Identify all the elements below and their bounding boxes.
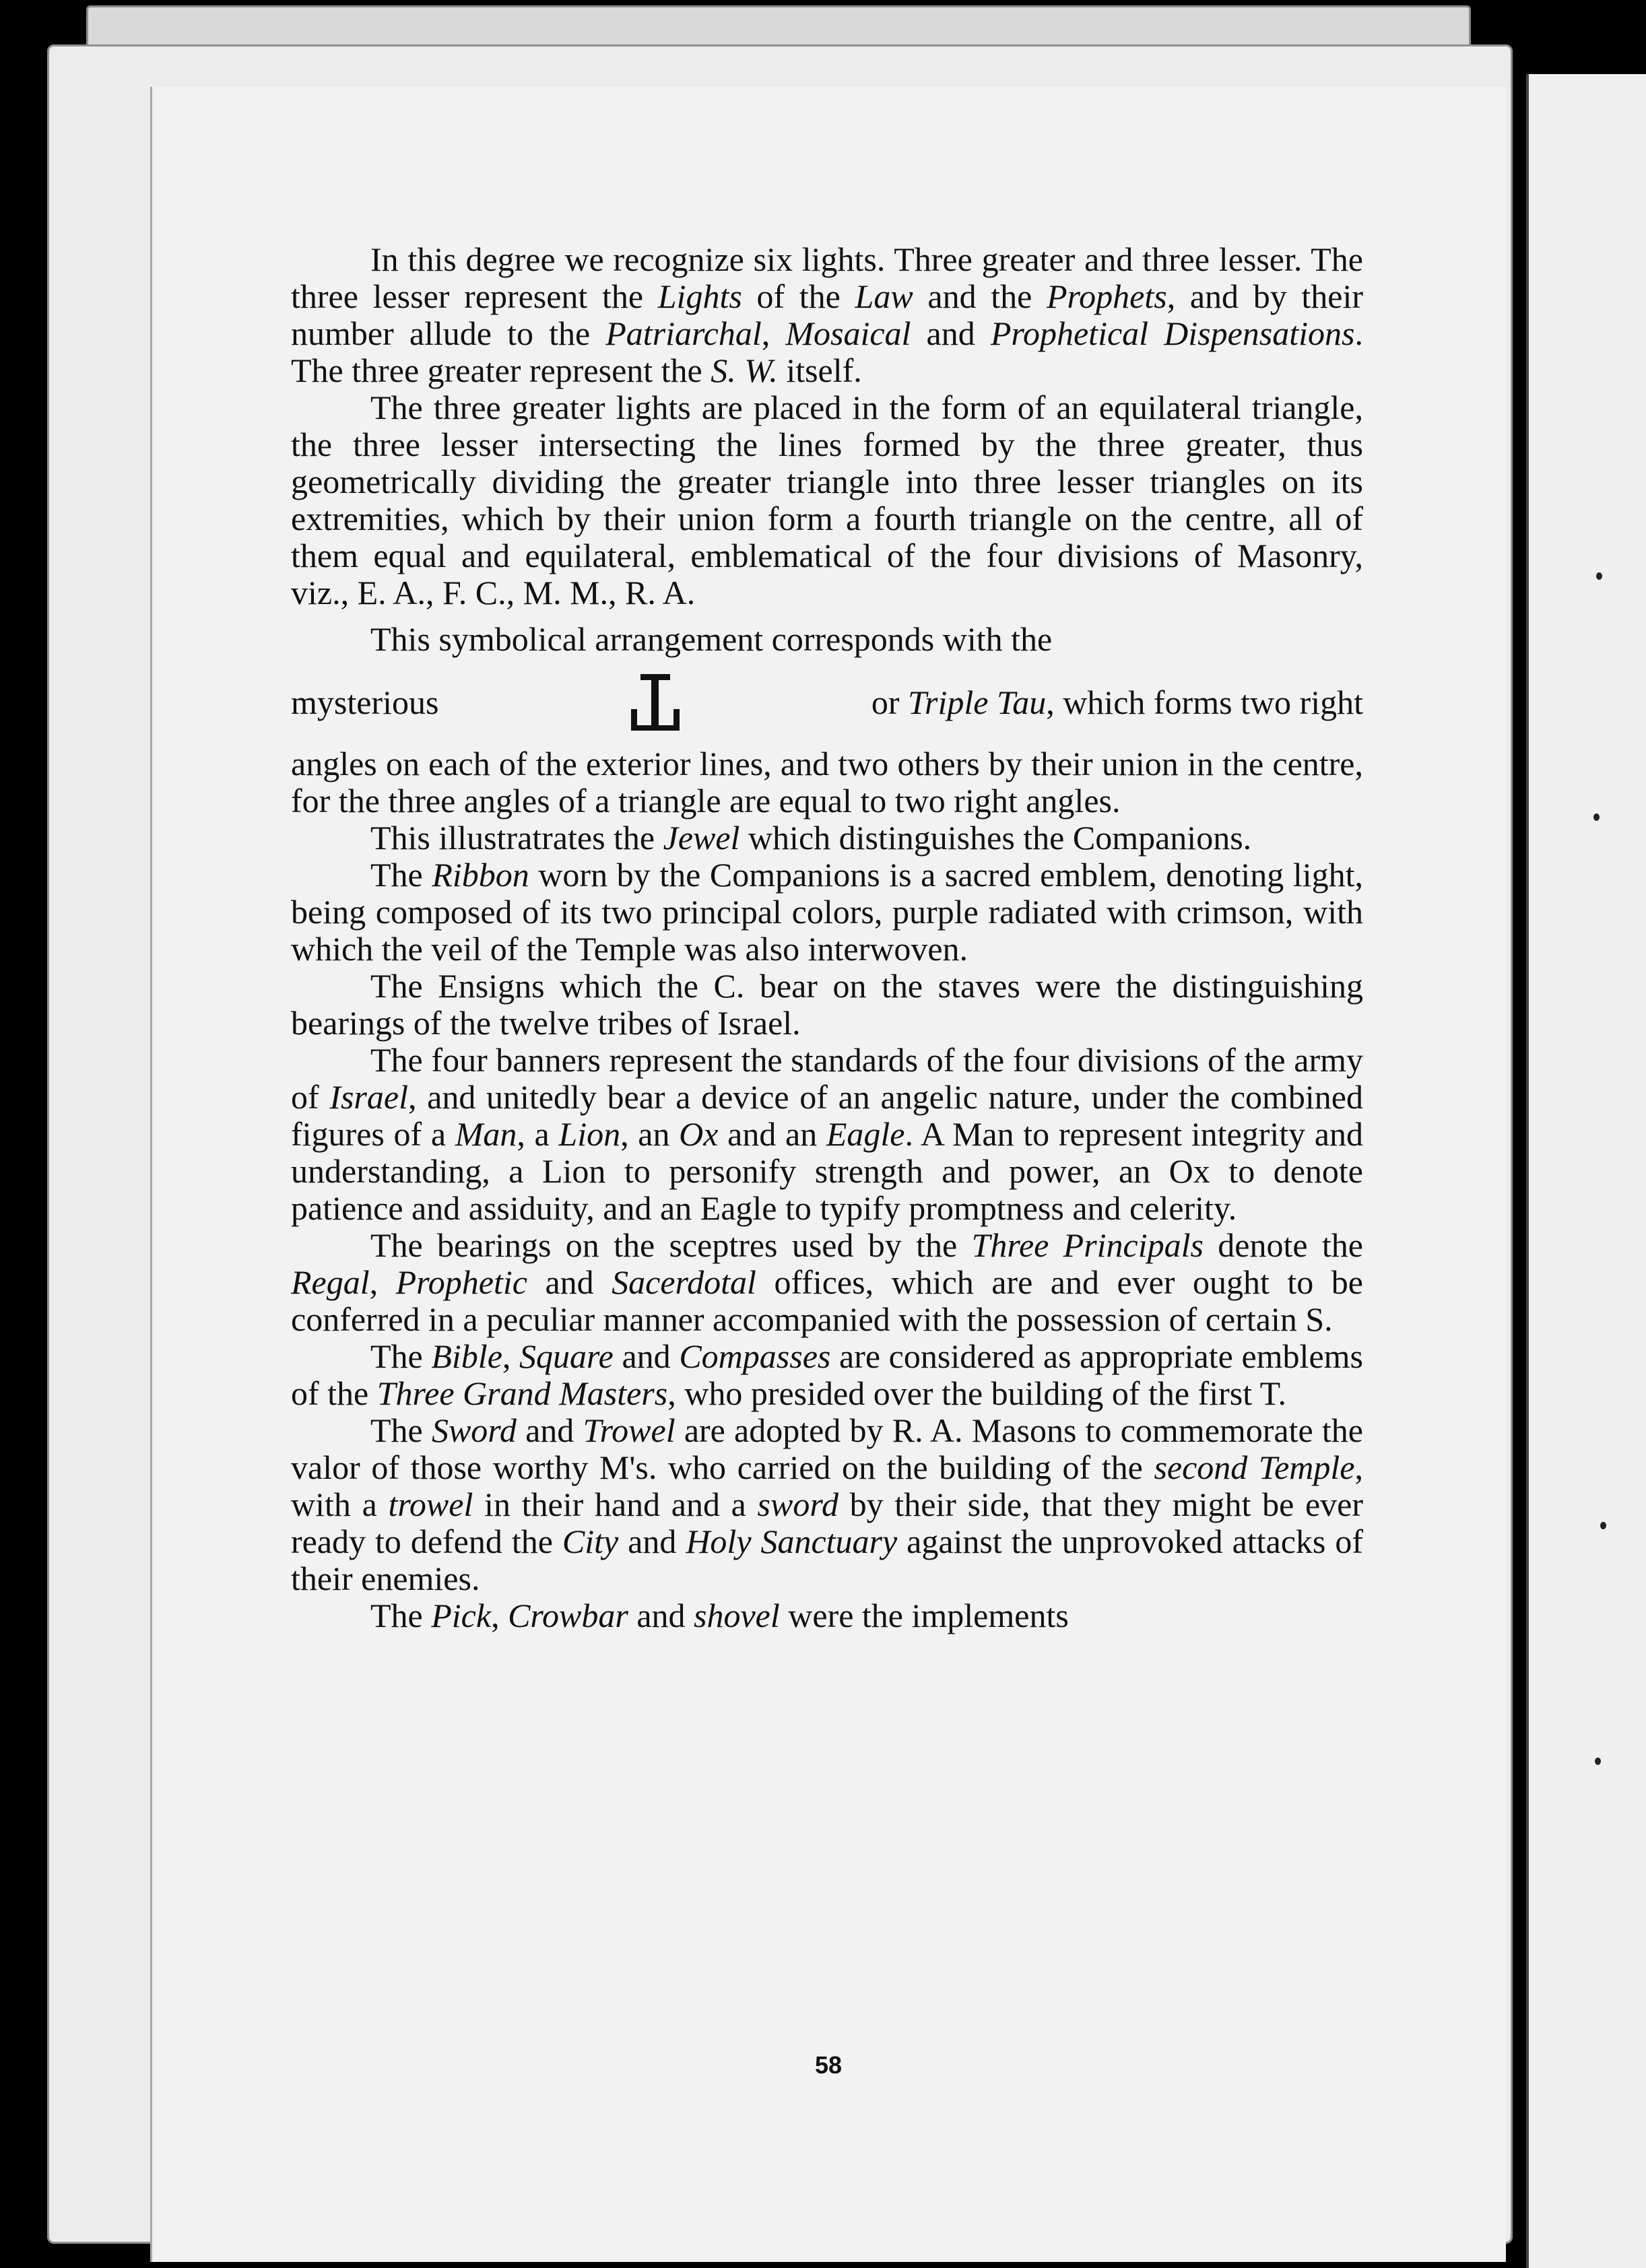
italic-term: City — [562, 1523, 619, 1560]
triple-tau-icon — [628, 670, 682, 735]
italic-term: Lights — [657, 277, 742, 315]
text-run: offices, which are and ever ought to be conferred in a peculiar manner accompanied with the possession of certain S. — [291, 1263, 1363, 1338]
text-run: in their hand and a — [473, 1486, 758, 1523]
text-run: mysterious — [291, 683, 439, 721]
text-run: against the unprovoked attacks of their enemies. — [291, 1523, 1363, 1597]
italic-term: Man — [455, 1115, 517, 1153]
text-run: and — [527, 1263, 612, 1301]
text-run: , with a — [291, 1448, 1364, 1523]
text-run: This symbolical arrangement corresponds with the — [370, 620, 1053, 658]
italic-term: trowel — [388, 1486, 473, 1523]
text-run: are considered as appropriate emblems of the — [291, 1337, 1363, 1412]
text-run: . The three greater represent the — [291, 314, 1363, 389]
text-run: The four banners represent the standards of the four divisions of the army of — [291, 1041, 1363, 1116]
paragraph — [291, 621, 1363, 658]
text-run: This illustratrates the — [370, 819, 663, 857]
text-run: , — [491, 1597, 508, 1634]
italic-term: Holy Sanctuary — [686, 1523, 898, 1560]
text-run: itself. — [777, 352, 862, 389]
paper-speck — [1596, 572, 1602, 580]
text-run: and the — [913, 277, 1047, 315]
italic-term: Ox — [679, 1115, 719, 1153]
paragraph — [291, 1227, 1363, 1338]
italic-term: Bible — [431, 1337, 502, 1375]
text-run: by their side, that they might be ever ready to defend the — [291, 1486, 1363, 1560]
paper-speck — [1600, 1522, 1606, 1529]
italic-term: sword — [757, 1486, 838, 1523]
paragraph — [291, 968, 1363, 1042]
text-run: , and unitedly bear a device of an angelic nature, under the combined figures of a — [291, 1078, 1363, 1153]
paper-speck — [1593, 813, 1600, 821]
text-run: , a — [517, 1115, 559, 1153]
text-run: , — [502, 1337, 520, 1375]
text-run: worn by the Companions is a sacred emblem, denoting light, being composed of its two principal colors, purple radiated with crimson, with which the veil of the Temple was also interwoven. — [291, 856, 1363, 968]
italic-term: Pick — [431, 1597, 492, 1634]
text-run: In this degree we recognize six lights. Three greater and three lesser. The three lesser represent the — [291, 240, 1363, 315]
text-run: The — [370, 1597, 432, 1634]
italic-term: Prophetical Dispensations — [990, 314, 1355, 352]
paragraph — [291, 389, 1363, 611]
italic-term: Prophets — [1047, 277, 1167, 315]
italic-term: second Temple — [1154, 1448, 1355, 1486]
text-run: , an — [620, 1115, 680, 1153]
text-run: , which forms two right — [1046, 683, 1363, 721]
italic-term: Israel — [329, 1078, 408, 1116]
text-run: . A Man to represent integrity and understanding, a Lion to personify strength and power, an Ox to denote patience and assiduity, and an Eagle to typify promptness and celerity. — [291, 1115, 1364, 1227]
text-run: which distinguishes the Companions. — [739, 819, 1252, 857]
italic-term: S. W. — [711, 352, 778, 389]
italic-term: Three Principals — [971, 1226, 1204, 1264]
italic-term: Eagle — [826, 1115, 905, 1153]
text-run: The — [370, 1337, 432, 1375]
text-run: The — [370, 1411, 432, 1449]
text-run: or — [871, 683, 908, 721]
facing-page-edge — [1526, 74, 1646, 2268]
italic-term: Mosaical — [785, 314, 911, 352]
italic-term: Ribbon — [432, 856, 529, 894]
italic-term: Sacerdotal — [612, 1263, 756, 1301]
text-run: are adopted by R. A. Masons to commemorate the valor of those worthy M's. who carried on the building of the — [291, 1411, 1363, 1486]
text-run: of the — [742, 277, 855, 315]
italic-term: Trowel — [583, 1411, 676, 1449]
text-run: , — [369, 1263, 396, 1301]
text-run: and an — [718, 1115, 826, 1153]
paragraph — [291, 1042, 1363, 1227]
paragraph — [291, 1597, 1363, 1634]
paper-speck — [1595, 1758, 1601, 1765]
italic-term: Sword — [431, 1411, 517, 1449]
italic-term: Lion — [558, 1115, 621, 1153]
text-run: and — [516, 1411, 583, 1449]
italic-term: Law — [855, 277, 913, 315]
text-run: and — [618, 1523, 686, 1560]
page-number: 58 — [814, 2051, 843, 2079]
paragraph — [291, 1338, 1363, 1412]
text-run: , — [761, 314, 786, 352]
text-run: and — [628, 1597, 694, 1634]
text-run: denote the — [1203, 1226, 1363, 1264]
text-run: The bearings on the sceptres used by the — [370, 1226, 972, 1264]
page-text — [291, 241, 1363, 1634]
italic-term: Compasses — [679, 1337, 831, 1375]
paragraph — [291, 241, 1363, 389]
text-run: were the implements — [779, 1597, 1069, 1634]
italic-term: Three Grand Masters — [376, 1374, 668, 1412]
italic-term: Patriarchal — [605, 314, 762, 352]
paragraph — [291, 857, 1363, 968]
italic-term: Jewel — [663, 819, 740, 857]
text-run: and — [613, 1337, 680, 1375]
italic-term: Crowbar — [508, 1597, 628, 1634]
text-run: The three greater lights are placed in the form of an equilateral triangle, the three lesser intersecting the lines formed by the three greater, thus geometrically dividing the greater triangle into three lesser triangles on its extremities, which by their union form a fourth triangle on the centre, all of them equal and equilateral, emblematical of the four divisions of Masonry, viz., E. A., F. C., M. M., R. A. — [291, 389, 1363, 611]
text-run — [871, 684, 1363, 721]
text-run: The Ensigns which the C. bear on the staves were the distinguishing bearings of the twelve tribes of Israel. — [291, 967, 1363, 1042]
italic-term: Prophetic — [395, 1263, 527, 1301]
text-run: angles on each of the exterior lines, and two others by their union in the centre, for the three angles of a triangle are equal to two right angles. — [291, 745, 1363, 820]
paragraph — [291, 1412, 1363, 1597]
italic-term: Regal — [291, 1263, 370, 1301]
italic-term: Triple Tau — [908, 683, 1047, 721]
text-run: , and by their number allude to the — [291, 277, 1363, 352]
paragraph — [291, 745, 1363, 820]
paragraph — [291, 820, 1363, 857]
paragraph — [291, 666, 1363, 739]
italic-term: shovel — [694, 1597, 780, 1634]
text-run: , who presided over the building of the first T. — [667, 1374, 1287, 1412]
italic-term: Square — [519, 1337, 614, 1375]
text-run: and — [911, 314, 991, 352]
text-run: The — [370, 856, 432, 894]
